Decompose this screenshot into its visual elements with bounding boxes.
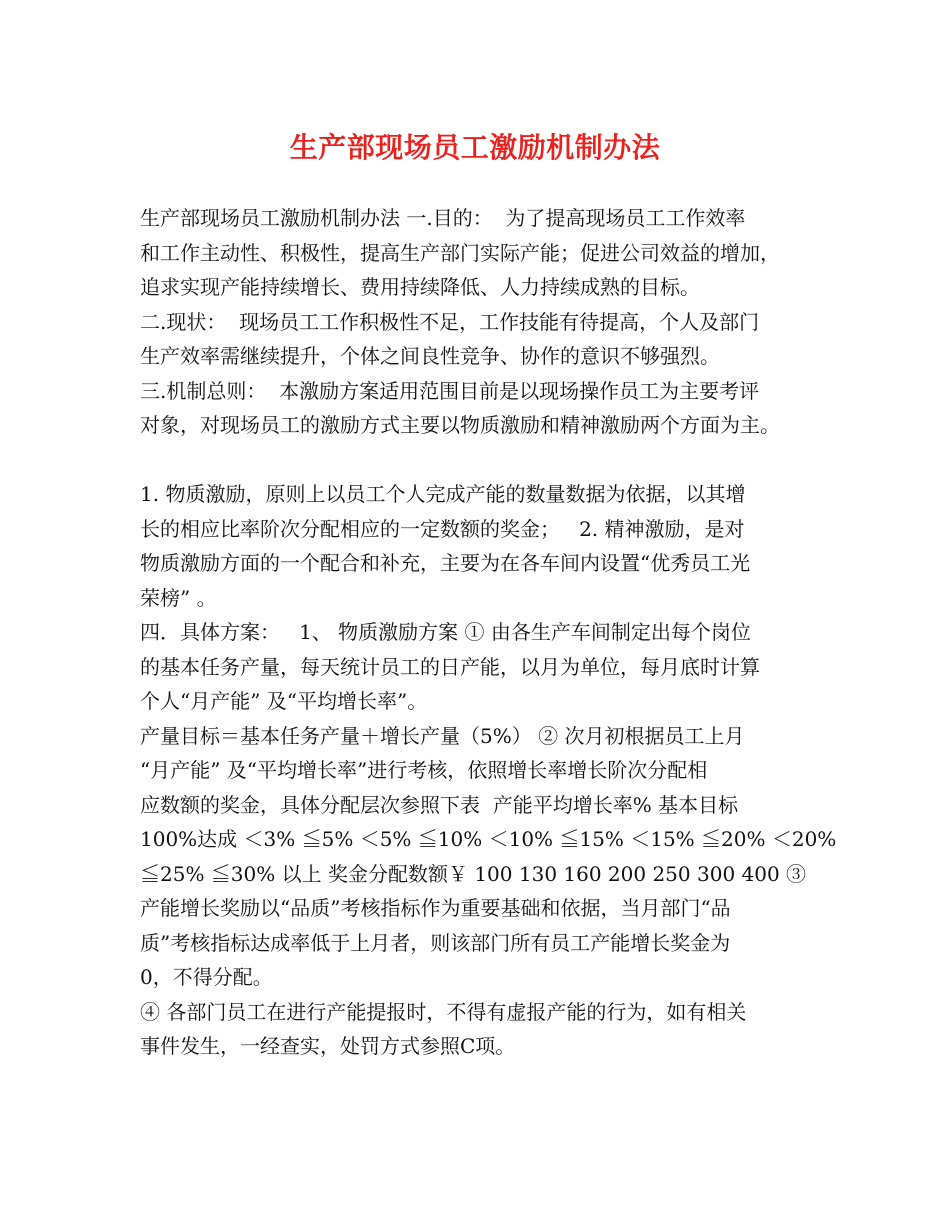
blank-line	[140, 443, 820, 478]
body-line: 追求实现产能持续增长、费用持续降低、人力持续成熟的目标。	[140, 275, 700, 299]
body-line: 1. 物质激励，原则上以员工个人完成产能的数量数据为依据，以其增	[140, 482, 746, 506]
body-line: 物质激励方面的一个配合和补充，主要为在各车间内设置“优秀员工光	[140, 551, 751, 575]
body-line: 三.机制总则： 本激励方案适用范围目前是以现场操作员工为主要考评	[140, 378, 760, 403]
body-line: 的基本任务产量，每天统计员工的日产能，以月为单位，每月底时计算	[140, 654, 760, 679]
body-line: 0，不得分配。	[140, 965, 273, 989]
body-line: 荣榜” 。	[140, 585, 217, 610]
body-line: 产量目标＝基本任务产量＋增长产量（5%） ② 次月初根据员工上月	[140, 723, 745, 748]
body-line: 应数额的奖金，具体分配层次参照下表 产能平均增长率% 基本目标	[140, 792, 739, 817]
body-line: 产能增长奖励以“品质”考核指标作为重要基础和依据，当月部门“品	[140, 896, 731, 920]
body-line: ④ 各部门员工在进行产能提报时，不得有虚报产能的行为，如有相关	[140, 999, 747, 1024]
body-line: 和工作主动性、积极性，提高生产部门实际产能；促进公司效益的增加，	[140, 240, 780, 265]
body-line: 100%达成 ＜3% ≦5% ＜5% ≦10% ＜10% ≦15% ＜15% ≦20% ＜20%	[140, 827, 837, 851]
body-line: 对象，对现场员工的激励方式主要以物质激励和精神激励两个方面为主。	[140, 413, 780, 437]
body-line: 二.现状： 现场员工工作积极性不足，工作技能有待提高，个人及部门	[140, 309, 760, 334]
document-title: 生产部现场员工激励机制办法	[289, 131, 661, 164]
body-line: 生产部现场员工激励机制办法 一.目的： 为了提高现场员工工作效率	[140, 206, 746, 230]
body-line: 事件发生，一经查实，处罚方式参照C项。	[140, 1034, 516, 1058]
body-line: “月产能” 及“平均增长率”进行考核，依照增长率增长阶次分配相	[140, 758, 708, 782]
body-line: 个人“月产能” 及“平均增长率”。	[140, 689, 428, 713]
body-line: ≦25% ≦30% 以上 奖金分配数额￥ 100 130 160 200 250 300 400 ③	[140, 861, 807, 886]
body-line: 生产效率需继续提升，个体之间良性竞争、协作的意识不够强烈。	[140, 344, 720, 368]
document-body	[140, 201, 837, 1064]
body-line: 质”考核指标达成率低于上月者，则该部门所有员工产能增长奖金为	[140, 930, 731, 955]
body-line: 长的相应比率阶次分配相应的一定数额的奖金； 2. 精神激励，是对	[140, 516, 745, 541]
body-line: 四．具体方案： 1、 物质激励方案 ① 由各生产车间制定出每个岗位	[140, 620, 751, 644]
